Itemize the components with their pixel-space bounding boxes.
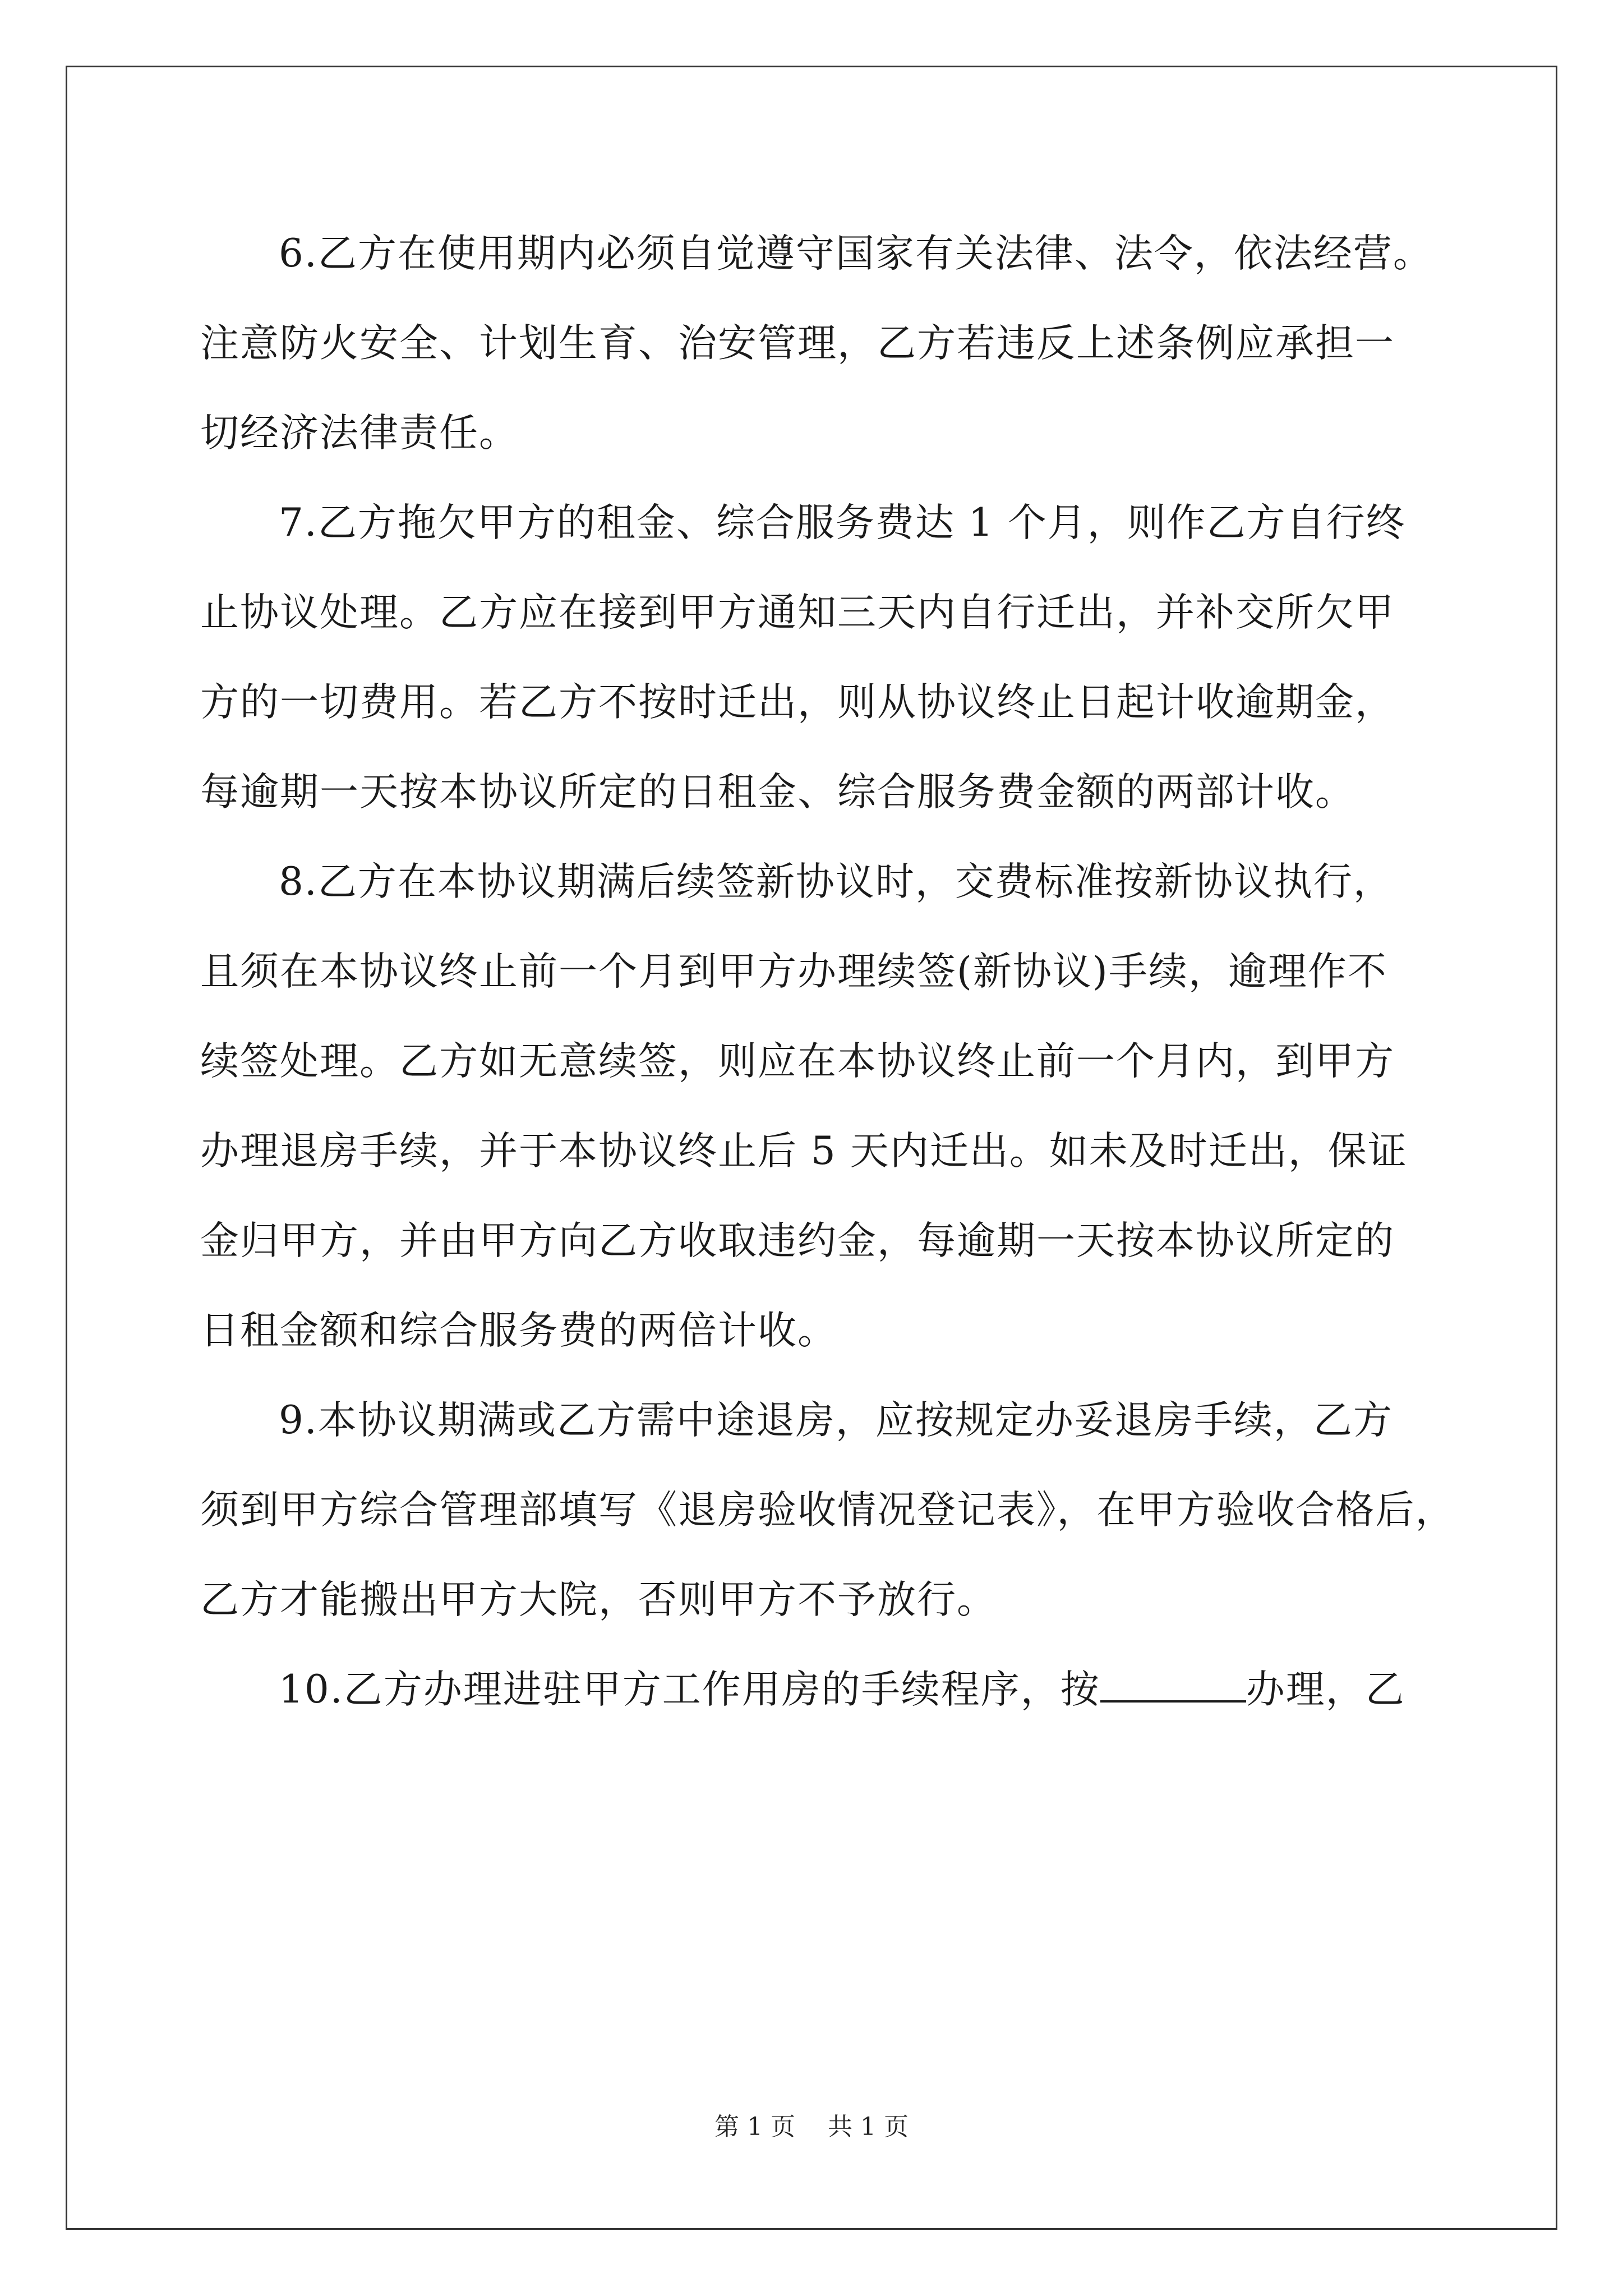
- page-footer: [0, 2106, 1623, 2142]
- paragraph-9-line-3: 乙方才能搬出甲方大院，否则甲方不予放行。: [200, 1577, 997, 1622]
- paragraph-6-line-2: 注意防火安全、计划生育、治安管理，乙方若违反上述条例应承担一: [200, 321, 1395, 366]
- paragraph-8-line-4: 办理退房手续，并于本协议终止后 5 天内迁出。如未及时迁出，保证: [200, 1129, 1408, 1174]
- page-number-label: 第 1 页 共 1 页: [714, 2113, 909, 2141]
- paragraph-7-line-3: 方的一切费用。若乙方不按时迁出，则从协议终止日起计收逾期金，: [200, 680, 1395, 725]
- paragraph-8-line-2: 且须在本协议终止前一个月到甲方办理续签(新协议)手续，逾理作不: [200, 949, 1387, 994]
- fill-in-blank: [1100, 1667, 1246, 1703]
- paragraph-8-line-6: 日租金额和综合服务费的两倍计收。: [200, 1308, 837, 1353]
- paragraph-9-line-1: 9.本协议期满或乙方需中途退房，应按规定办妥退房手续，乙方: [279, 1398, 1393, 1443]
- paragraph-7-line-1: 7.乙方拖欠甲方的租金、综合服务费达 1 个月，则作乙方自行终: [279, 500, 1406, 545]
- document-body: [200, 209, 1455, 1734]
- paragraph-8-line-3: 续签处理。乙方如无意续签，则应在本协议终止前一个月内，到甲方: [200, 1039, 1395, 1084]
- paragraph-8-line-5: 金归甲方，并由甲方向乙方收取违约金，每逾期一天按本协议所定的: [200, 1218, 1395, 1263]
- paragraph-10-prefix: 10.乙方办理进驻甲方工作用房的手续程序，按: [279, 1667, 1100, 1712]
- paragraph-9-line-2: 须到甲方综合管理部填写《退房验收情况登记表》，在甲方验收合格后，: [200, 1488, 1455, 1533]
- paragraph-6-line-3: 切经济法律责任。: [200, 411, 519, 455]
- paragraph-10-suffix: 办理，乙: [1246, 1667, 1405, 1712]
- paragraph-7-line-2: 止协议处理。乙方应在接到甲方通知三天内自行迁出，并补交所欠甲: [200, 590, 1395, 635]
- paragraph-10-line-1: [200, 1645, 1434, 1734]
- paragraph-7-line-4: 每逾期一天按本协议所定的日租金、综合服务费金额的两部计收。: [200, 770, 1355, 815]
- paragraph-8-line-1: 8.乙方在本协议期满后续签新协议时，交费标准按新协议执行，: [279, 859, 1393, 904]
- paragraph-6-line-1: 6.乙方在使用期内必须自觉遵守国家有关法律、法令，依法经营。: [279, 231, 1433, 276]
